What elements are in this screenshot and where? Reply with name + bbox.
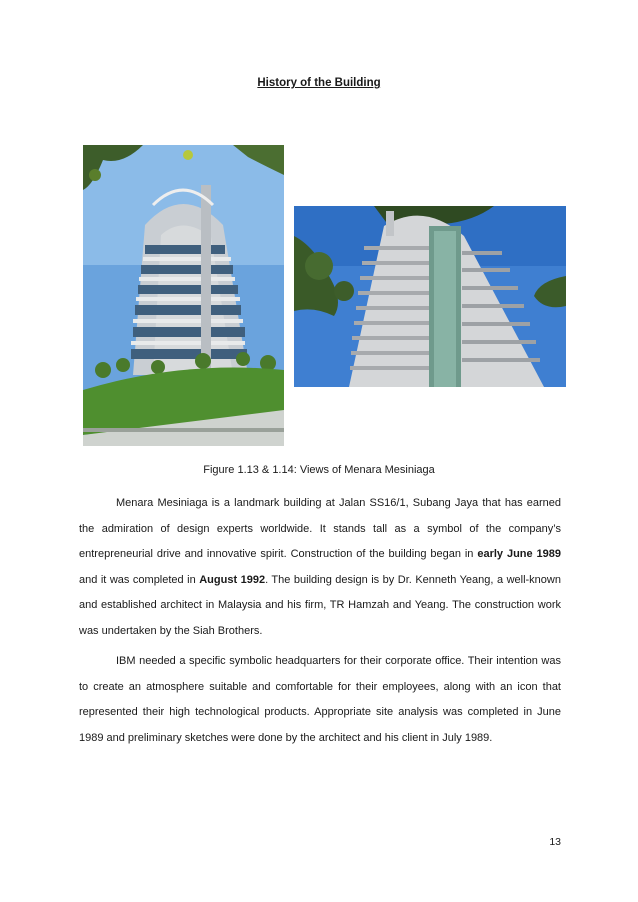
bold-text: early June 1989 xyxy=(477,548,562,560)
page-title: History of the Building xyxy=(257,77,381,89)
body-text: and it was completed in xyxy=(79,573,200,586)
paragraph-2 xyxy=(79,649,561,751)
body-text: . The building design is by Dr. Kenneth Yeang, a well-known and established architect in Malaysia and his firm, TR Hamzah and Yeang. The construction work was undertaken by the Siah Brothers. xyxy=(79,573,561,637)
paragraph-1 xyxy=(79,491,561,644)
body-text: IBM needed a specific symbolic headquarters for their corporate office. Their intention was to create an atmosphere suitable and comfortable for their employees, along with an icon that represented their high technological products. Appropriate site analysis was completed in June 1989 and preliminary sketches were done by the architect and his client in July 1989. xyxy=(79,655,561,744)
bold-text: August 1992 xyxy=(199,573,266,586)
building-photo-low-angle-view xyxy=(294,206,566,387)
body-text: Menara Mesiniaga is a landmark building at Jalan SS16/1, Subang Jaya that has earned the admiration of design experts worldwide. It stands tall as a symbol of the company’s entrepreneurial drive and innovative spirit. Construction of the building began in xyxy=(79,497,561,560)
figure-caption: Figure 1.13 & 1.14: Views of Menara Mesiniaga xyxy=(203,464,435,476)
page-number: 13 xyxy=(549,836,561,848)
building-photo-front-view xyxy=(83,145,284,446)
